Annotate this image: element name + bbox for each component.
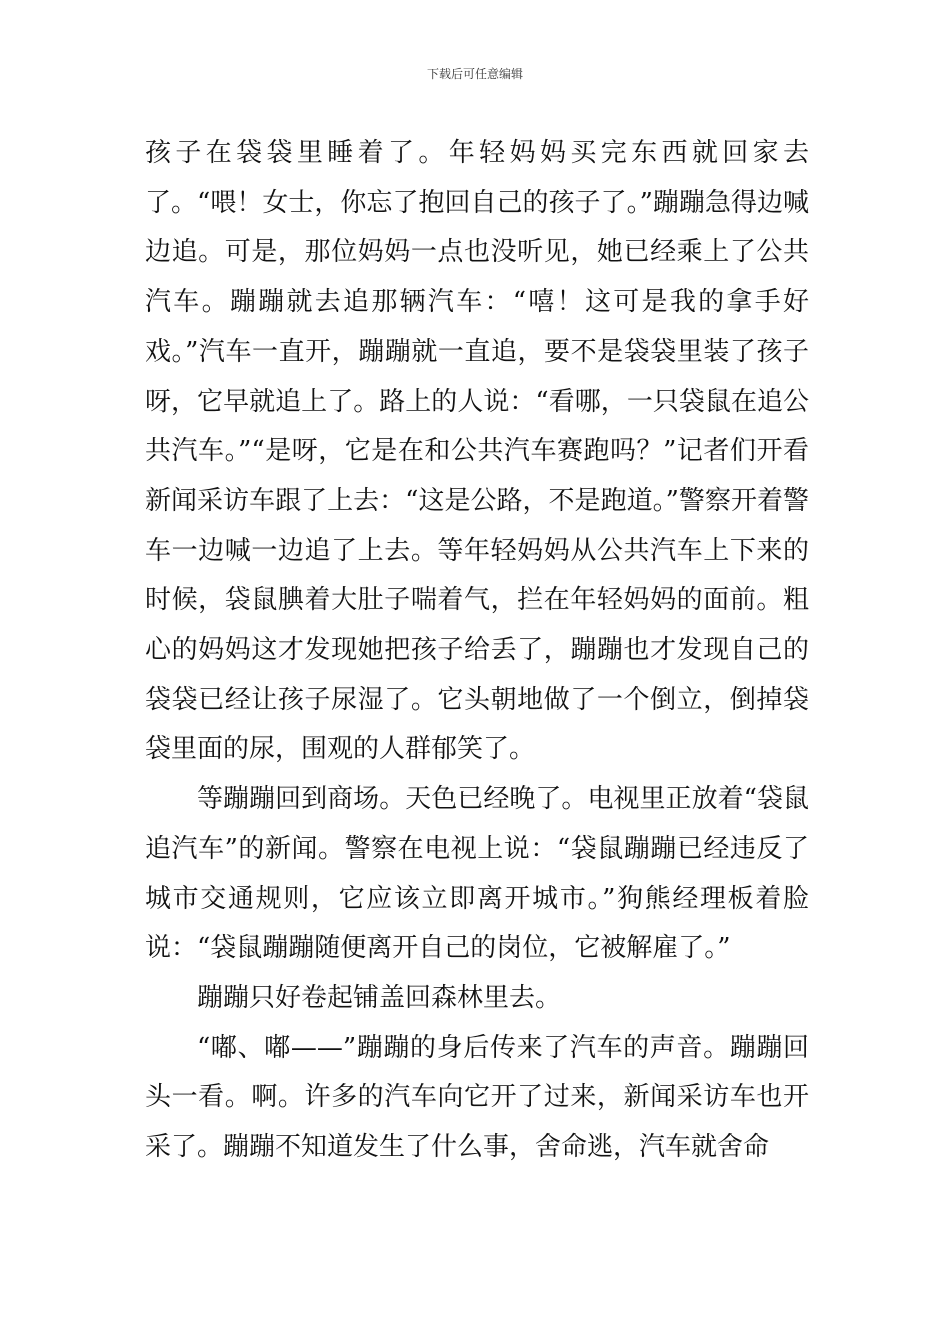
paragraph-4: “嘟、嘟——”蹦蹦的身后传来了汽车的声音。蹦蹦回头一看。啊。许多的汽车向它开了过来，新闻采访车也开采了。蹦蹦不知道发生了什么事，舍命逃，汽车就舍命 — [145, 1032, 809, 1163]
document-body — [145, 129, 809, 1173]
paragraph-1: 孩子在袋袋里睡着了。年轻妈妈买完东西就回家去了。“喂！女士，你忘了抱回自己的孩子了。”蹦蹦急得边喊边追。可是，那位妈妈一点也没听见，她已经乘上了公共汽车。蹦蹦就去追那辆汽车：“嘻！这可是我的拿手好戏。”汽车一直开，蹦蹦就一直追，要不是袋袋里装了孩子呀，它早就追上了。路上的人说：“看哪，一只袋鼠在追公共汽车。”“是呀，它是在和公共汽车赛跑吗？”记者们开看新闻采访车跟了上去：“这是公路，不是跑道。”警察开着警车一边喊一边追了上去。等年轻妈妈从公共汽车上下来的时候，袋鼠腆着大肚子喘着气，拦在年轻妈妈的面前。粗心的妈妈这才发现她把孩子给丢了，蹦蹦也才发现自己的袋袋已经让孩子尿湿了。它头朝地做了一个倒立，倒掉袋袋里面的尿，围观的人群郁笑了。 — [145, 138, 809, 765]
page-header: 下载后可任意编辑 — [426, 67, 523, 81]
paragraph-3: 蹦蹦只好卷起铺盖回森林里去。 — [197, 982, 562, 1013]
paragraph-2: 等蹦蹦回到商场。天色已经晚了。电视里正放着“袋鼠追汽车”的新闻。警察在电视上说：“袋鼠蹦蹦已经违反了城市交通规则，它应该立即离开城市。”狗熊经理板着脸说：“袋鼠蹦蹦随便离开自己的岗位，它被解雇了。” — [145, 784, 809, 964]
